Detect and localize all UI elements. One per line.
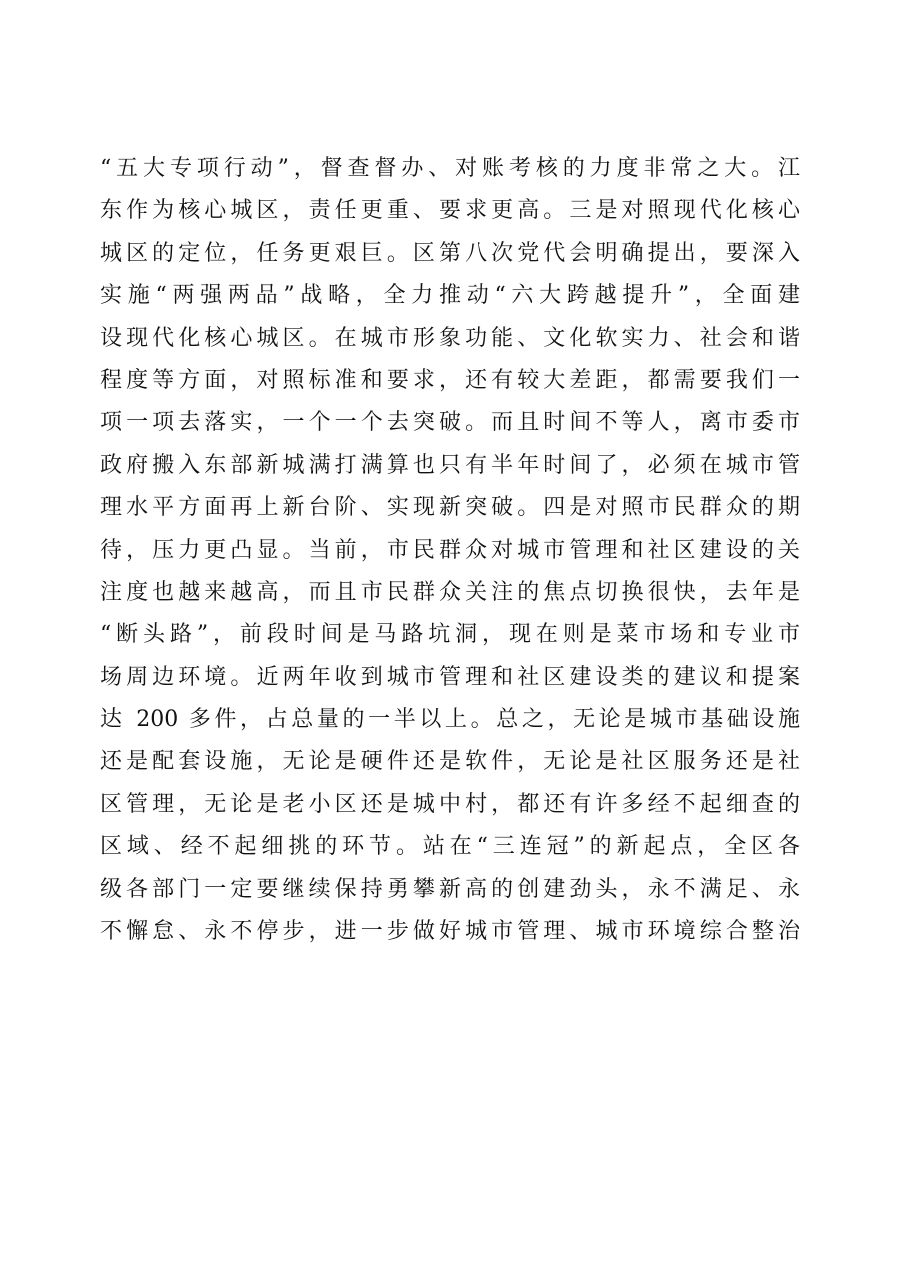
text-line: 级各部门一定要继续保持勇攀新高的创建劲头，永不满足、永 (100, 876, 800, 902)
text-line: 还是配套设施，无论是硬件还是软件，无论是社区服务还是社 (100, 749, 800, 775)
text-line: “断头路”，前段时间是马路坑洞，现在则是菜市场和专业市 (100, 622, 800, 648)
text-line: 城区的定位，任务更艰巨。区第八次党代会明确提出，要深入 (100, 240, 800, 266)
text-line: 区管理，无论是老小区还是城中村，都还有许多经不起细查的 (100, 791, 800, 817)
text-line: 项一项去落实，一个一个去突破。而且时间不等人，离市委市 (100, 410, 800, 436)
text-line: 实施“两强两品”战略，全力推动“六大跨越提升”，全面建 (100, 283, 800, 309)
body-paragraph (100, 148, 800, 953)
text-line: 场周边环境。近两年收到城市管理和社区建设类的建议和提案 (100, 664, 800, 690)
text-line: 政府搬入东部新城满打满算也只有半年时间了，必须在城市管 (100, 452, 800, 478)
text-line: “五大专项行动”，督查督办、对账考核的力度非常之大。江 (100, 156, 800, 181)
text-line: 区域、经不起细挑的环节。站在“三连冠”的新起点，全区各 (100, 834, 800, 860)
text-line: 达 200 多件，占总量的一半以上。总之，无论是城市基础设施 (100, 707, 800, 733)
text-line: 理水平方面再上新台阶、实现新突破。四是对照市民群众的期 (100, 495, 800, 521)
text-line: 不懈怠、永不停步，进一步做好城市管理、城市环境综合整治 (100, 919, 800, 945)
text-line: 设现代化核心城区。在城市形象功能、文化软实力、社会和谐 (100, 325, 800, 351)
text-line: 待，压力更凸显。当前，市民群众对城市管理和社区建设的关 (100, 537, 800, 563)
text-line: 注度也越来越高，而且市民群众关注的焦点切换很快，去年是 (100, 579, 800, 605)
text-line: 东作为核心城区，责任更重、要求更高。三是对照现代化核心 (100, 198, 800, 224)
text-line: 程度等方面，对照标准和要求，还有较大差距，都需要我们一 (100, 367, 800, 393)
